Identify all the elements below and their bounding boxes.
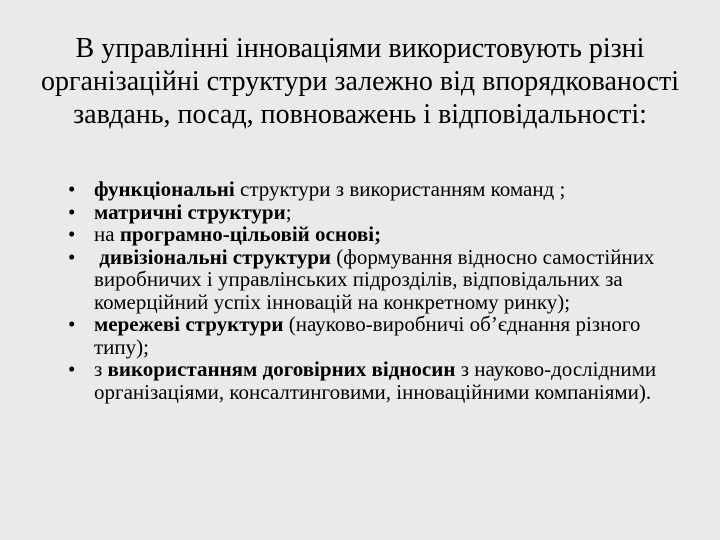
list-item: [68, 223, 668, 246]
item-bold-text: мережеві структури: [94, 312, 284, 336]
list-item: [68, 201, 668, 224]
bullet-icon: •: [68, 244, 76, 269]
bullet-icon: •: [68, 177, 76, 201]
list-item: [68, 178, 668, 201]
item-text: з науково-дослідними організаціями, консалтинговими, інноваційними компаніями).: [94, 357, 657, 404]
slide-title: В управлінні інноваціями використовують різні організаційні структури залежно від впорядкованості завдань, посад, повноважень і відповідальності:: [40, 33, 680, 130]
item-text: структури з використанням команд ;: [234, 177, 566, 201]
item-text: (науково-виробничі об’єднання різного типу);: [94, 312, 641, 359]
item-bold-text: функціональні: [94, 177, 235, 201]
item-bold-text: дивізіональні структури: [94, 244, 331, 269]
item-text: на: [94, 222, 120, 246]
item-text: з: [94, 357, 108, 381]
item-bold-text: використанням договірних відносин: [107, 357, 456, 381]
bullet-icon: •: [68, 222, 76, 246]
bullet-icon: •: [68, 357, 76, 381]
item-bold-text: програмно-цільовій основі;: [119, 222, 382, 246]
list-item: [68, 246, 668, 314]
bullet-list: [68, 178, 668, 403]
bullet-icon: •: [68, 199, 76, 224]
item-bold-text: матричні структури: [94, 199, 286, 224]
list-item: [68, 313, 668, 358]
list-item: [68, 358, 668, 403]
item-text: (формування відносно самостійних виробничих і управлінських підрозділів, відповідальних за комерційний успіх інновацій на конкретному ринку);: [94, 244, 655, 314]
item-text: ;: [285, 199, 292, 224]
bullet-icon: •: [68, 312, 76, 336]
